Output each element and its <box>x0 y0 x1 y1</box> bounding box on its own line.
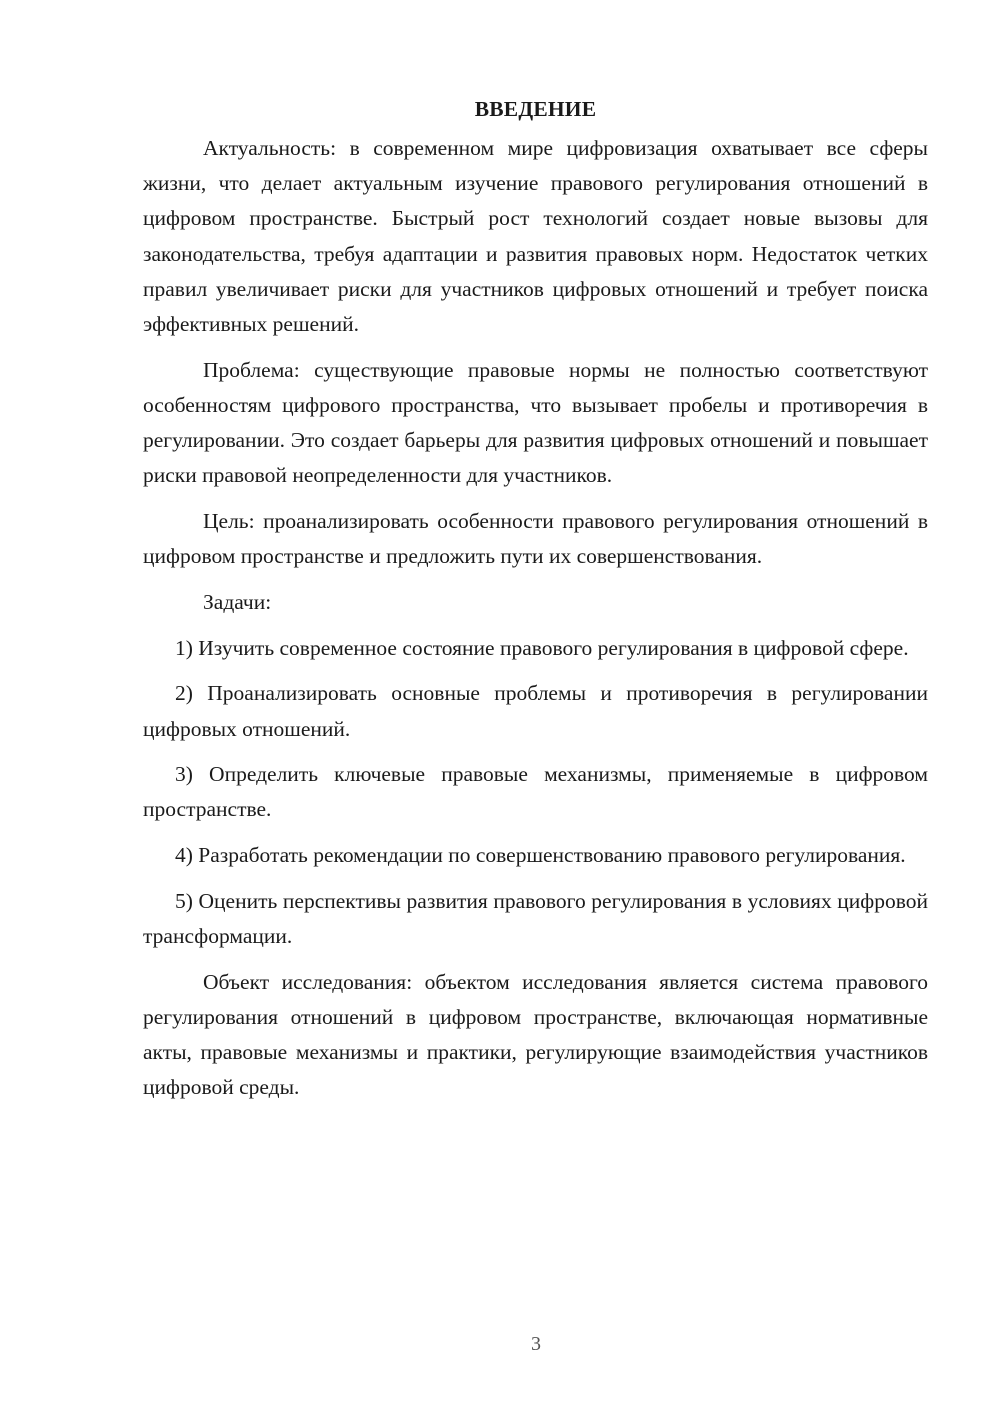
section-heading: ВВЕДЕНИЕ <box>474 97 597 121</box>
relevance-paragraph: Актуальность: в современном мире цифровизация охватывает все сферы жизни, что делает актуальным изучение правового регулирования отношений в цифровом пространстве. Быстрый рост технологий создает новые вызовы для законодательства, требуя адаптации и развития правовых норм. Недостаток четких правил увеличивает риски для участников цифровых отношений и требует поиска эффективных решений. <box>143 136 928 337</box>
problem-paragraph: Проблема: существующие правовые нормы не полностью соответствуют особенностям цифрового пространства, что вызывает пробелы и противоречия в регулировании. Это создает барьеры для развития цифровых отношений и повышает риски правовой неопределенности для участников. <box>143 357 928 488</box>
page-number: 3 <box>531 1333 541 1355</box>
task-item-5: 5) Оценить перспективы развития правового регулирования в условиях цифровой трансформации. <box>143 888 928 949</box>
task-item-4: 4) Разработать рекомендации по совершенствованию правового регулирования. <box>175 843 906 868</box>
task-item-3: 3) Определить ключевые правовые механизмы, применяемые в цифровом пространстве. <box>143 762 928 822</box>
goal-paragraph: Цель: проанализировать особенности правового регулирования отношений в цифровом пространстве и предложить пути их совершенствования. <box>143 509 928 569</box>
tasks-label: Задачи: <box>203 589 272 614</box>
task-item-2: 2) Проанализировать основные проблемы и противоречия в регулировании цифровых отношений. <box>143 681 928 741</box>
page-content <box>143 92 928 1116</box>
task-item-1: 1) Изучить современное состояние правового регулирования в цифровой сфере. <box>175 635 909 660</box>
object-paragraph: Объект исследования: объектом исследования является система правового регулирования отношений в цифровом пространстве, включающая нормативные акты, правовые механизмы и практики, регулирующие взаимодействия участников цифровой среды. <box>143 969 928 1100</box>
